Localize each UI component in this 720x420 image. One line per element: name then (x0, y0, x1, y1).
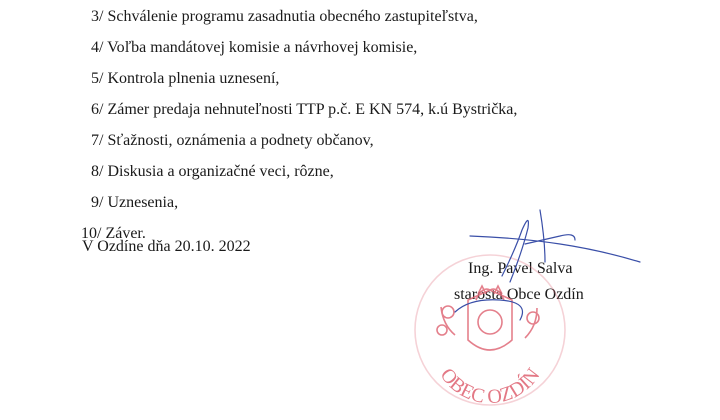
stamp-seal-icon (415, 255, 565, 405)
agenda-item: 8/ Diskusia a organizačné veci, rôzne, (91, 163, 334, 180)
agenda-item: 5/ Kontrola plnenia uznesení, (91, 70, 280, 87)
agenda-item: 4/ Voľba mandátovej komisie a návrhovej komisie, (91, 39, 418, 56)
agenda-item: 7/ Sťažnosti, oznámenia a podnety občanov, (91, 132, 374, 149)
signatory-title: starosta Obce Ozdín (454, 286, 584, 303)
handwritten-signature (455, 210, 640, 320)
stamp-text: OBEC OZDÍN (435, 364, 545, 409)
place-and-date: V Ozdíne dňa 20.10. 2022 (82, 238, 251, 255)
agenda-item: 10/ Záver. (81, 225, 146, 242)
agenda-item: 3/ Schválenie programu zasadnutia obecného zastupiteľstva, (91, 8, 478, 25)
agenda-item: 9/ Uznesenia, (91, 194, 179, 211)
signatory-name: Ing. Pavel Salva (468, 260, 573, 277)
agenda-item: 6/ Zámer predaja nehnuteľnosti TTP p.č. E KN 574, k.ú Bystrička, (91, 101, 518, 118)
